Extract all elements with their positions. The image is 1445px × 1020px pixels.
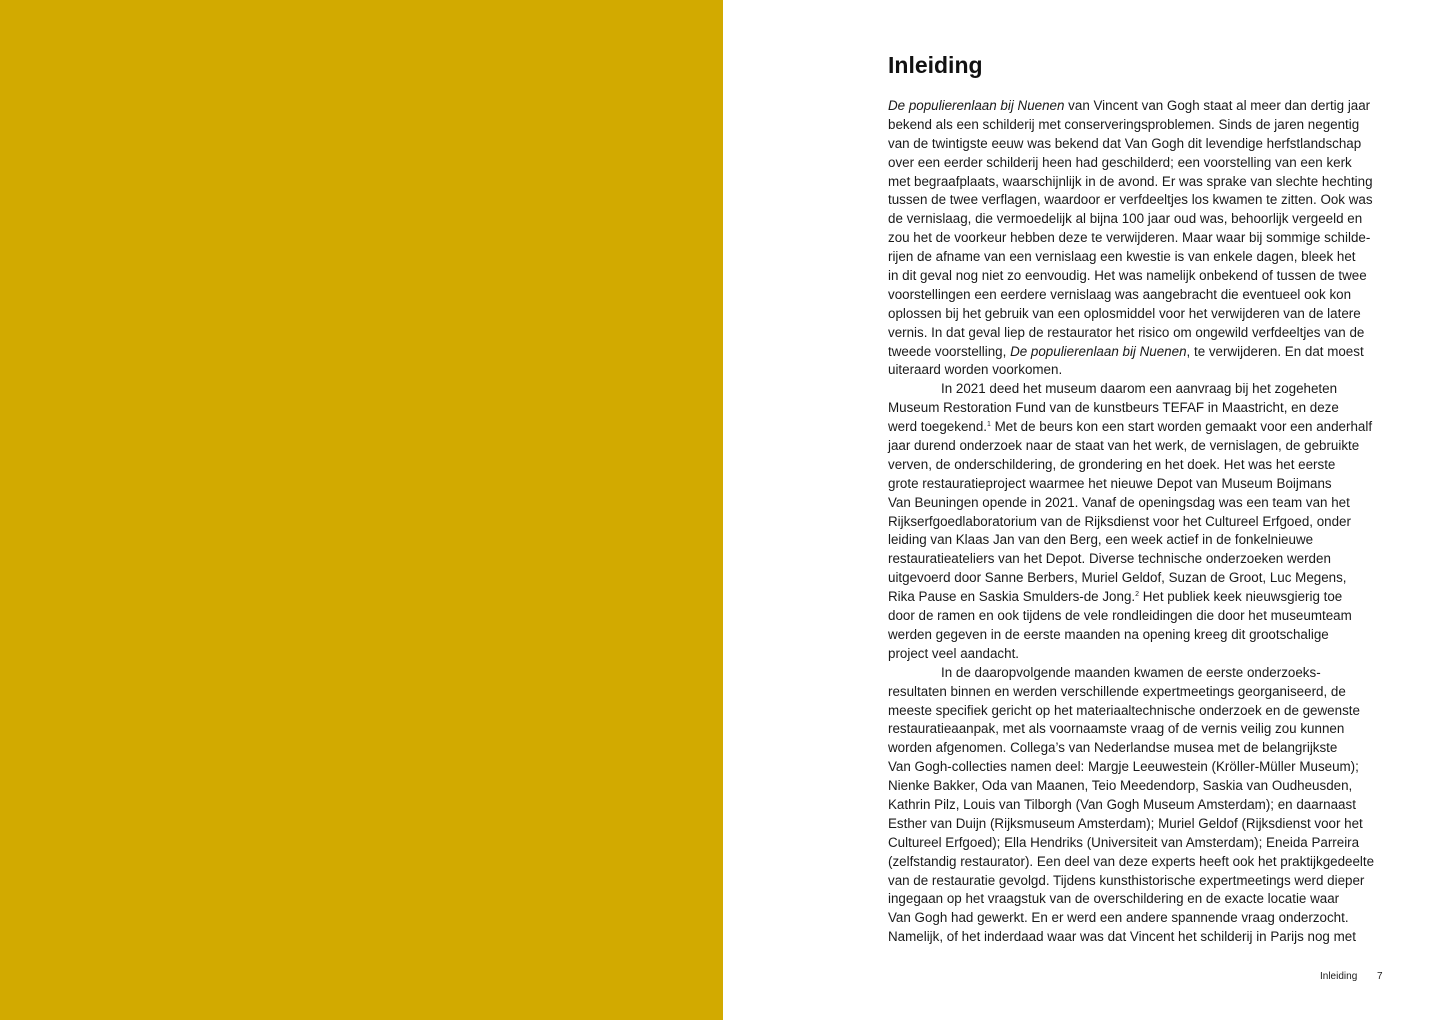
text-line: jaar durend onderzoek naar de staat van het werk, de vernislagen, de gebruikte — [888, 438, 1360, 454]
text-line: de vernislaag, die vermoedelijk al bijna 100 jaar oud was, behoorlijk vergeeld en — [888, 211, 1363, 227]
text-line: Van Beuningen opende in 2021. Vanaf de openingsdag was een team van het — [888, 494, 1350, 510]
text-line: restauratieaanpak, met als voornaamste vraag of de vernis veilig zou kunnen — [888, 721, 1345, 737]
text-line: rijen de afname van een vernislaag een kwestie is van enkele dagen, bleek het — [888, 249, 1356, 265]
text-line: verven, de onderschildering, de grondering en het doek. Het was het eerste — [888, 456, 1336, 472]
text-line: van de restauratie gevolgd. Tijdens kunsthistorische expertmeetings werd dieper — [888, 872, 1365, 888]
text-line: Rijkserfgoedlaboratorium van de Rijksdienst voor het Cultureel Erfgoed, onder — [888, 513, 1351, 529]
text-line: voorstellingen een eerdere vernislaag was aangebracht die eventueel ook kon — [888, 286, 1352, 302]
page-number: 7 — [1377, 971, 1383, 982]
text-line: vernis. In dat geval liep de restaurator het risico om ongewild verfdeeltjes van de — [888, 324, 1365, 340]
running-footer-label: Inleiding — [1320, 971, 1358, 982]
text-line: Van Gogh-collecties namen deel: Margje Leeuwestein (Kröller-Müller Museum); — [888, 759, 1359, 775]
text-line: werden gegeven in de eerste maanden na opening kreeg dit grootschalige — [888, 626, 1329, 642]
text-line: tweede voorstelling, De populierenlaan bij Nuenen, te verwijderen. En dat moest — [888, 343, 1364, 359]
text-line: Museum Restoration Fund van de kunstbeurs TEFAF in Maastricht, en deze — [888, 400, 1339, 416]
text-line: over een eerder schilderij heen had geschilderd; een voorstelling van een kerk — [888, 154, 1352, 170]
artwork-title: De populierenlaan bij Nuenen — [1010, 343, 1187, 359]
text-line: Rika Pause en Saskia Smulders-de Jong.$^2$ Het publiek keek nieuwsgierig toe — [888, 589, 1343, 605]
text-line: werd toegekend.$^1$ Met de beurs kon een start worden gemaakt voor een anderhalf — [888, 419, 1373, 435]
text-line: leiding van Klaas Jan van den Berg, een week actief in de fonkelnieuwe — [888, 532, 1314, 548]
artwork-title: De populierenlaan bij Nuenen — [888, 98, 1065, 113]
text-line: In 2021 deed het museum daarom een aanvraag bij het zogeheten — [941, 381, 1338, 397]
text-line: bekend als een schilderij met conserveringsproblemen. Sinds de jaren negentig — [888, 116, 1360, 132]
text-line: Namelijk, of het inderdaad waar was dat Vincent het schilderij in Parijs nog met — [888, 929, 1356, 945]
text-line: Kathrin Pilz, Louis van Tilborgh (Van Gogh Museum Amsterdam); en daarnaast — [888, 796, 1356, 812]
text-line: grote restauratieproject waarmee het nieuwe Depot van Museum Boijmans — [888, 475, 1332, 491]
text-line: uiteraard worden voorkomen. — [888, 362, 1063, 378]
text-line: meeste specifiek gericht op het materiaaltechnische onderzoek en de gewenste — [888, 702, 1360, 718]
text-line: De populierenlaan bij Nuenen van Vincent van Gogh staat al meer dan dertig jaar — [888, 98, 1371, 113]
text-line: Van Gogh had gewerkt. En er werd een andere spannende vraag onderzocht. — [888, 910, 1349, 926]
text-line: In de daaropvolgende maanden kwamen de eerste onderzoeks- — [941, 664, 1321, 680]
footnote-ref: 1 — [987, 421, 991, 429]
text-line: Esther van Duijn (Rijksmuseum Amsterdam); Muriel Geldof (Rijksdienst voor het — [888, 815, 1363, 831]
text-line: uitgevoerd door Sanne Berbers, Muriel Geldof, Suzan de Groot, Luc Megens, — [888, 570, 1347, 586]
text-line: zou het de voorkeur hebben deze te verwijderen. Maar waar bij sommige schilde- — [888, 230, 1371, 246]
text-line: ingegaan op het vraagstuk van de overschildering en de exacte locatie waar — [888, 891, 1340, 907]
text-line: worden afgenomen. Collega’s van Nederlandse musea met de belangrijkste — [888, 740, 1338, 756]
text-line: van de twintigste eeuw was bekend dat Van Gogh dit levendige herfstlandschap — [888, 135, 1362, 151]
page-title: Inleiding — [888, 52, 983, 78]
text-line: Nienke Bakker, Oda van Maanen, Teio Meedendorp, Saskia van Oudheusden, — [888, 778, 1353, 794]
text-line: resultaten binnen en werden verschillende expertmeetings georganiseerd, de — [888, 683, 1346, 699]
text-line: project veel aandacht. — [888, 645, 1020, 661]
body-text — [888, 97, 1380, 947]
text-line: oplossen bij het gebruik van een oplosmiddel voor het verwijderen van de latere — [888, 305, 1361, 321]
text-line: met begraafplaats, waarschijnlijk in de avond. Er was sprake van slechte hechting — [888, 173, 1373, 189]
text-line: tussen de twee verflagen, waardoor er verfdeeltjes los kwamen te zitten. Ook was — [888, 192, 1373, 208]
text-line: restauratieateliers van het Depot. Diverse technische onderzoeken werden — [888, 551, 1331, 567]
text-line: door de ramen en ook tijdens de vele rondleidingen die door het museumteam — [888, 608, 1352, 624]
text-line: (zelfstandig restaurator). Een deel van deze experts heeft ook het praktijkgedeelte — [888, 853, 1375, 869]
text-line: Cultureel Erfgoed); Ella Hendriks (Universiteit van Amsterdam); Eneida Parreira — [888, 834, 1360, 850]
footnote-ref: 2 — [1135, 591, 1140, 599]
text-line: in dit geval nog niet zo eenvoudig. Het was namelijk onbekend of tussen de twee — [888, 268, 1367, 284]
